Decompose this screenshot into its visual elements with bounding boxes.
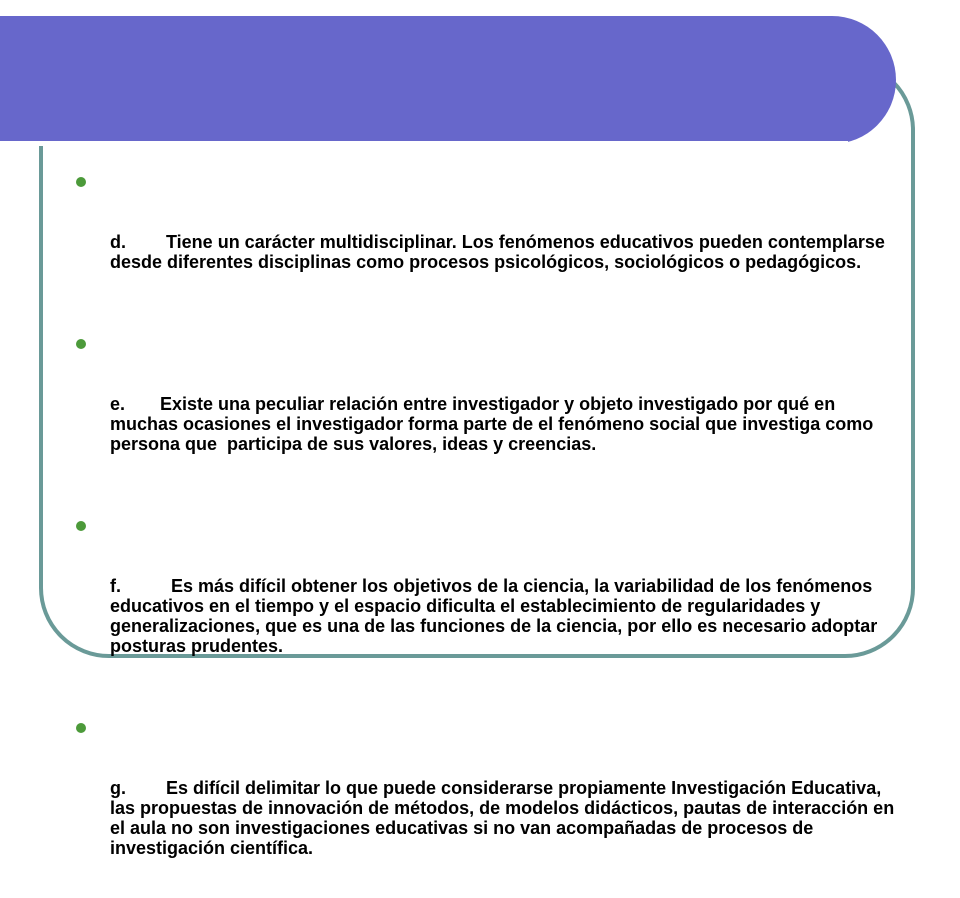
bullet-text: e. Existe una peculiar relación entre investigador y objeto investigado por qué en muchas ocasiones el investigador forma parte de el fenómeno social que investiga como persona que participa de sus valores, ideas y creencias. bbox=[110, 394, 879, 454]
banner-divider-line bbox=[0, 141, 848, 146]
bullet-dot-icon bbox=[76, 339, 86, 349]
bullet-item-g bbox=[76, 718, 900, 898]
title-banner bbox=[0, 16, 896, 144]
bullet-dot-icon bbox=[76, 177, 86, 187]
bullet-dot-icon bbox=[76, 521, 86, 531]
bullet-text: g. Es difícil delimitar lo que puede considerarse propiamente Investigación Educativa, las propuestas de innovación de métodos, de modelos didácticos, pautas de interacción en el aula no son investigaciones educativas si no van acompañadas de procesos de investigación científica. bbox=[110, 778, 900, 858]
bullet-item-e bbox=[76, 334, 896, 494]
bullet-list bbox=[76, 172, 900, 898]
bullet-text: d. Tiene un carácter multidisciplinar. Los fenómenos educativos pueden contemplarse desde diferentes disciplinas como procesos psicológicos, sociológicos o pedagógicos. bbox=[110, 232, 890, 272]
bullet-dot-icon bbox=[76, 723, 86, 733]
bullet-item-f bbox=[76, 516, 896, 696]
bullet-text: f. Es más difícil obtener los objetivos de la ciencia, la variabilidad de los fenómenos educativos en el tiempo y el espacio dificulta el establecimiento de regularidades y generalizaciones, que es una de las funciones de la ciencia, por ello es necesario adoptar posturas prudentes. bbox=[110, 576, 883, 656]
bullet-item-d bbox=[76, 172, 896, 312]
